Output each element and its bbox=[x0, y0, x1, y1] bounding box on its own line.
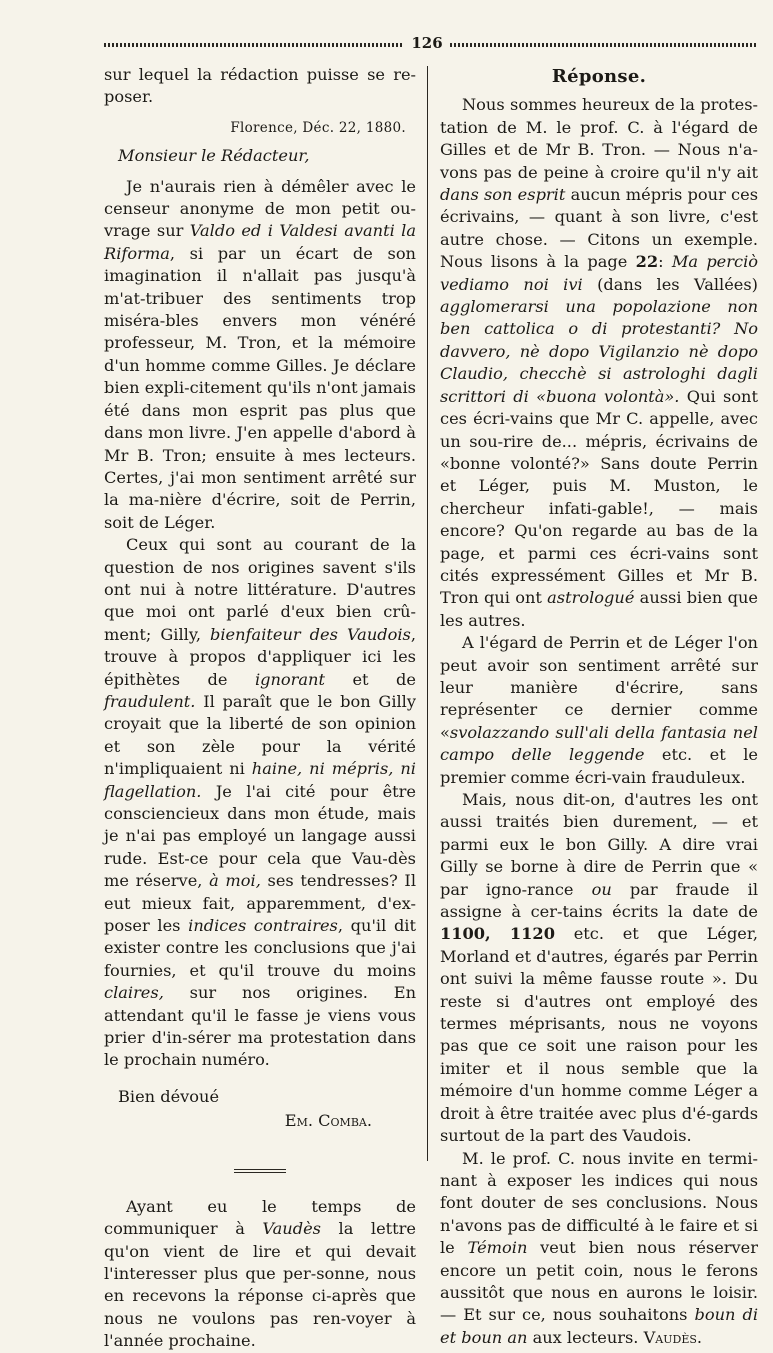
header-ornament-left bbox=[104, 43, 402, 47]
right-column bbox=[440, 66, 758, 1349]
section-rule bbox=[234, 1169, 286, 1170]
reply-paragraph-2: A l'égard de Perrin et de Léger l'on peut avoir son sentiment arrêté sur leur manière d'écrire, sans représenter ce dernier comme «svolazzando sull'ali della fantasia nel campo delle leggende etc. et le premier comme écri-vain frauduleux. bbox=[440, 633, 758, 787]
letter-salutation: Monsieur le Rédacteur, bbox=[118, 146, 310, 166]
letter-paragraph-2: Ceux qui sont au courant de la question de nos origines savent s'ils ont nui à notre littérature. D'autres que moi ont parlé d'eux bien crû-ment; Gilly, bienfaiteur des Vaudois, trouve à propos d'appliquer ici les épithètes de ignorant et de fraudulent. Il paraît que le bon Gilly croyait que la liberté de son opinion et son zèle pour la vérité n'impliquaient ni haine, ni mépris, ni flagellation. Je l'ai cité pour être consciencieux dans mon étude, mais je n'ai pas employé un langage aussi rude. Est-ce pour cela que Vau-dès me réserve, à moi, ses tendresses? Il eut mieux fait, apparemment, d'ex-poser les indices contraires, qu'il dit exister contre les conclusions que j'ai fournies, et qu'il trouve du moins claires, sur nos origines. En attendant qu'il le fasse je viens vous prier d'in-sérer ma protestation dans le prochain numéro. bbox=[104, 535, 416, 1070]
editor-note: Ayant eu le temps de communiquer à Vaudès la lettre qu'on vient de lire et qui devait l'interesser plus que per-sonne, nous en recevons la réponse ci-après que nous ne voulons pas ren-voyer à l'année prochaine. bbox=[104, 1196, 416, 1351]
reply-title: Réponse. bbox=[551, 66, 647, 87]
reply-paragraph-3: Mais, nous dit-on, d'autres les ont aussi traités bien durement, — et parmi eux le bon Gilly. A dire vrai Gilly se borne à dire de Perrin que « par igno-rance ou par fraude il assigne à cer-tains écrits la date de 1100, 1120 etc. et que Léger, Morland et d'autres, égarés par Perrin ont suivi la même fausse route ». Du reste si d'autres ont employé des termes méprisants, nous ne voyons pas que ce soit une raison pour les imiter et il nous semble que la mémoire d'un homme comme Léger a droit à être traitée avec plus d'é-gards surtout de la part des Vaudois. bbox=[440, 790, 758, 1146]
page-number: 126 bbox=[411, 34, 443, 52]
letter-paragraph-1: Je n'aurais rien à démêler avec le censeur anonyme de mon petit ou-vrage sur Valdo ed i Valdesi avanti la Riforma, si par un écart de son imagination il n'allait pas jusqu'à m'at-tribuer des sentiments trop miséra-bles envers mon vénéré professeur, M. Tron, et la mémoire d'un homme comme Gilles. Je déclare bien expli-citement qu'ils n'ont jamais été dans mon esprit pas plus que dans mon livre. J'en appelle d'abord à Mr B. Tron; ensuite à mes lecteurs. Certes, j'ai mon sentiment arrêté sur la ma-nière d'écrire, soit de Perrin, soit de Léger. bbox=[104, 176, 416, 532]
page-header bbox=[104, 34, 756, 54]
reply-paragraph-1: Nous sommes heureux de la protes-tation de M. le prof. C. à l'égard de Gilles et de Mr B. Tron. — Nous n'a-vons pas de peine à croire qu'il n'y ait dans son esprit aucun mépris pour ces écrivains, — quant à son livre, c'est autre chose. — Citons un exemple. Nous lisons à la page 22: Ma perciò vediamo noi ivi (dans les Vallées) agglomerarsi una popolazione non ben cattolica o di protestanti? No davvero, nè dopo Vigilanzio nè dopo Claudio, checchè si astrologhi dagli scrittori di «buona volontà». Qui sont ces écri-vains que Mr C. appelle, avec un sou-rire de... mépris, écrivains de «bonne volonté?» Sans doute Perrin et Léger, puis M. Muston, le chercheur infati-gable!, — mais encore? Qu'on regarde au bas de la page, et parmi ces écri-vains sont cités expressément Gilles et Mr B. Tron qui ont astrologué aussi bien que les autres. bbox=[440, 95, 758, 630]
column-divider bbox=[427, 66, 428, 1161]
letter-signature: Em. Comba. bbox=[284, 1111, 372, 1131]
continuation-text: sur lequel la rédaction puisse se re-poser. bbox=[104, 65, 416, 107]
reply-paragraph-4: M. le prof. C. nous invite en termi-nant à exposer les indices qui nous font douter de ses conclusions. Nous n'avons pas de difficulté à le faire et si le Témoin veut bien nous réserver encore un petit coin, nous le ferons aussitôt que nous en aurons le loisir. — Et sur ce, nous souhaitons boun di et boun an aux lecteurs. Vaudès. bbox=[440, 1148, 759, 1347]
left-column bbox=[104, 64, 416, 1353]
header-ornament-right bbox=[450, 43, 756, 47]
reply-signature: Vaudès. bbox=[643, 1327, 703, 1347]
letter-closing: Bien dévoué bbox=[118, 1086, 220, 1106]
letter-dateline: Florence, Déc. 22, 1880. bbox=[230, 119, 406, 136]
